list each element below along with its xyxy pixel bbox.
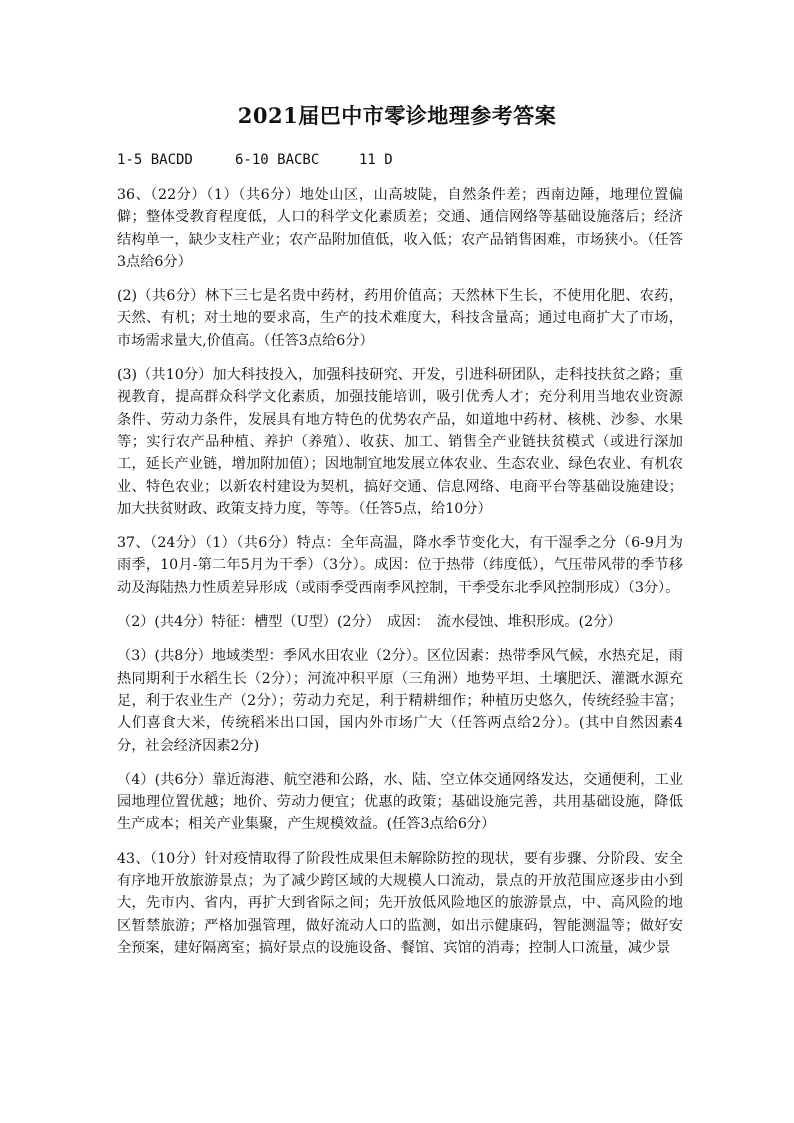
answer-37-2: （2）(共4分）特征：槽型（U型）(2分） 成因： 流水侵蚀、堆积形成。(2分） (117, 614, 622, 631)
choice-answers (117, 152, 393, 168)
answer-36-1: 36、（22分）（1）（共6分）地处山区，山高坡陡，自然条件差；西南边陲，地理位置偏僻；整体受教育程度低，人口的科学文化素质差；交通、通信网络等基础设施落后；经济结构单一，缺少支柱产业；农产品附加值低，收入低；农产品销售困难，市场狭小。（任答3点给6分） (117, 187, 683, 270)
answer-36-2: (2)（共6分）林下三七是名贵中药材，药用价值高；天然林下生长，不使用化肥、农药，天然、有机；对土地的要求高，生产的技术难度大，科技含量高；通过电商扩大了市场，市场需求量大,价值高。（任答3点给6分） (117, 288, 683, 349)
document-title: 2021届巴中市零诊地理参考答案 (237, 103, 557, 128)
answer-37-3: （3）(共8分）地域类型：季风水田农业（2分）。区位因素：热带季风气候，水热充足，雨热同期利于水稻生长（2分）；河流冲积平原（三角洲）地势平坦、土壤肥沃、灌溉水源充足，利于农业生产（2分）；劳动力充足，利于精耕细作；种植历史悠久，传统经验丰富；人们喜食大米，传统稻米出口国，国内外市场广大（任答两点给2分）。(其中自然因素4分，社会经济因素2分) (117, 648, 683, 754)
choice-answers-1-5: 1-5 BACDD (117, 152, 193, 168)
answer-36-3: (3)（共10分）加大科技投入，加强科技研究、开发，引进科研团队，走科技扶贫之路；重视教育，提高群众科学文化素质，加强技能培训，吸引优秀人才；充分利用当地农业资源条件、劳动力条件，发展具有地方特色的优势农产品，如道地中药材、核桃、沙参、水果等；实行农产品种植、养护（养殖）、收获、加工、销售全产业链扶贫模式（或进行深加工，延长产业链，增加附加值）；因地制宜地发展立体农业、生态农业、绿色农业、有机农业、特色农业；以新农村建设为契机，搞好交通、信息网络、电商平台等基础设施建设；加大扶贫财政、政策支持力度，等等。（任答5点，给10分） (117, 367, 683, 517)
choice-answers-11: 11 D (359, 152, 393, 168)
choice-answers-6-10: 6-10 BACBC (235, 152, 320, 168)
answer-37-1: 37、（24分）（1）（共6分）特点：全年高温，降水季节变化大，有干湿季之分（6-9月为雨季，10月-第二年5月为干季）（3分）。成因：位于热带（纬度低），气压带风带的季节移动及海陆热力性质差异形成（或雨季受西南季风控制，干季受东北季风控制形成）（3分）。 (117, 535, 683, 596)
answer-37-4: （4）(共6分）靠近海港、航空港和公路，水、陆、空立体交通网络发达，交通便利，工业园地理位置优越；地价、劳动力便宜；优惠的政策；基础设施完善，共用基础设施，降低生产成本；相关产业集聚，产生规模效益。(任答3点给6分） (117, 771, 683, 833)
answer-43: 43、（10分）针对疫情取得了阶段性成果但未解除防控的现状，要有步骤、分阶段、安全有序地开放旅游景点；为了减少跨区域的大规模人口流动，景点的开放范围应逐步由小到大，先市内、省内，再扩大到省际之间；先开放低风险地区的旅游景点，中、高风险的地区暂禁旅游；严格加强管理，做好流动人口的监测，如出示健康码，智能测温等；做好安全预案，建好隔离室；搞好景点的设施设备、餐馆、宾馆的消毒；控制人口流量，减少景 (117, 850, 683, 956)
answer-content (117, 184, 683, 971)
